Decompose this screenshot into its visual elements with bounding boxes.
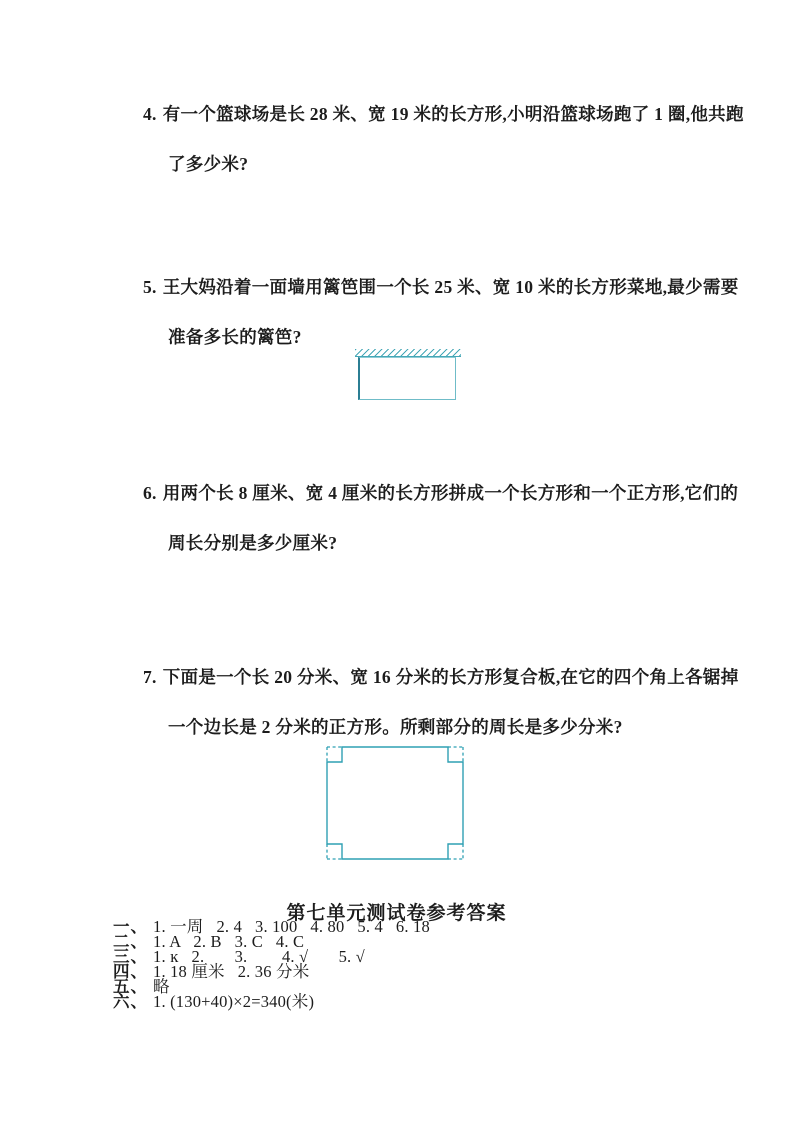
- answers-title: 第七单元测试卷参考答案: [286, 903, 507, 924]
- question-4-line-1: [143, 102, 744, 126]
- question-5-text: 王大妈沿着一面墙用篱笆围一个长 25 米、宽 10 米的长方形菜地,最少需要: [162, 277, 739, 297]
- wall-hatching: [355, 349, 461, 357]
- question-6-text: 用两个长 8 厘米、宽 4 厘米的长方形拼成一个长方形和一个正方形,它们的: [162, 483, 739, 503]
- question-7-text: 下面是一个长 20 分米、宽 16 分米的长方形复合板,在它的四个角上各锯掉: [162, 667, 739, 687]
- answer-marker-6: 六、: [113, 992, 148, 1011]
- answer-marker-5: 五、: [113, 977, 148, 996]
- question-5-line-1: [143, 275, 739, 299]
- question-4-text: 有一个篮球场是长 28 米、宽 19 米的长方形,小明沿篮球场跑了 1 圈,他共跑: [162, 104, 744, 124]
- question-6: [143, 481, 739, 555]
- answer-text-2: 1. A 2. B 3. C 4. C: [153, 932, 305, 951]
- answers-section: [113, 919, 733, 1009]
- notched-rectangle-svg: [320, 742, 470, 864]
- board-dashed-corners: [327, 747, 463, 859]
- garden-rectangle: [358, 357, 456, 400]
- question-5: [143, 275, 739, 349]
- answer-text-3: 1. ĸ 2. 3. 4. √ 5. √: [153, 947, 365, 966]
- question-5-line-2: 准备多长的篱笆?: [168, 327, 302, 347]
- answer-marker-1: 一、: [113, 917, 148, 936]
- notched-board-diagram: [320, 742, 470, 864]
- answer-text-4: 1. 18 厘米 2. 36 分米: [153, 962, 310, 981]
- question-6-line-1: [143, 481, 739, 505]
- answer-marker-3: 三、: [113, 947, 148, 966]
- answer-text-1: 1. 一周 2. 4 3. 100 4. 80 5. 4 6. 18: [153, 917, 430, 936]
- answer-text-5: 略: [153, 977, 170, 996]
- question-7-number: 7.: [143, 667, 157, 687]
- question-4-line-2: 了多少米?: [168, 154, 249, 174]
- answer-marker-4: 四、: [113, 962, 148, 981]
- answer-row-6: [113, 994, 733, 1009]
- question-6-line-2: 周长分别是多少厘米?: [168, 533, 338, 553]
- question-7-line-1: [143, 665, 739, 689]
- question-5-number: 5.: [143, 277, 157, 297]
- fence-diagram: [355, 349, 463, 401]
- answer-text-6: 1. (130+40)×2=340(米): [153, 992, 315, 1011]
- question-7: [143, 665, 739, 739]
- question-6-number: 6.: [143, 483, 157, 503]
- answer-marker-2: 二、: [113, 932, 148, 951]
- question-4: [143, 102, 744, 176]
- question-4-number: 4.: [143, 104, 157, 124]
- board-solid-outline: [327, 747, 463, 859]
- question-7-line-2: 一个边长是 2 分米的正方形。所剩部分的周长是多少分米?: [168, 717, 623, 737]
- answer-row-4: [113, 964, 733, 979]
